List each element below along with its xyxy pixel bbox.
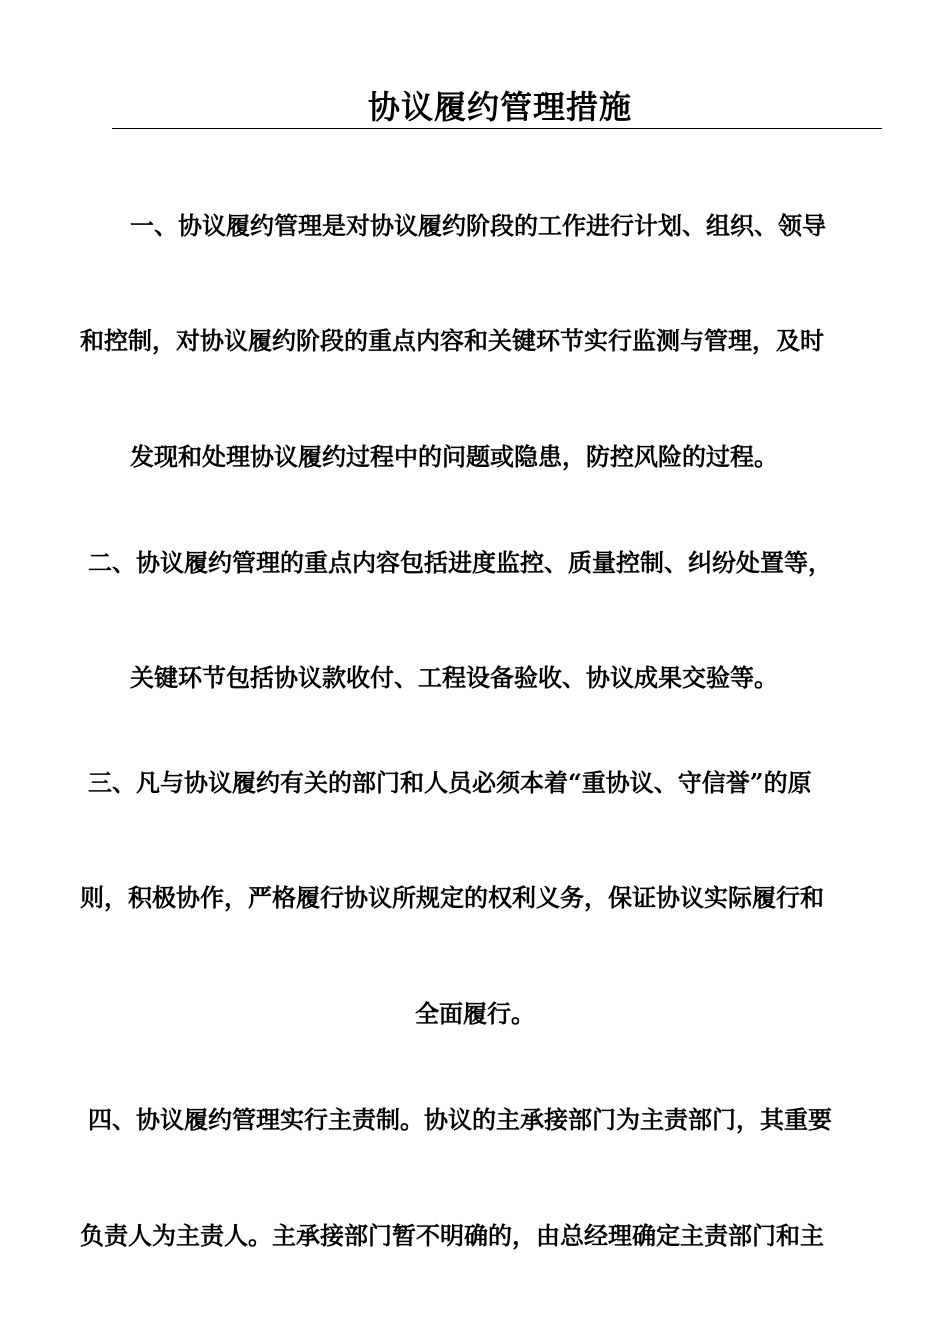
body-line-4: 二、协议履约管理的重点内容包括进度监控、质量控制、纠纷处置等， xyxy=(88,548,832,577)
title-underline xyxy=(112,128,882,129)
body-line-10: 负责人为主责人。主承接部门暂不明确的，由总经理确定主责部门和主 xyxy=(80,1221,824,1250)
body-line-7: 则，积极协作，严格履行协议所规定的权利义务，保证协议实际履行和 xyxy=(80,883,824,912)
body-line-3: 发现和处理协议履约过程中的问题或隐患，防控风险的过程。 xyxy=(130,442,778,471)
body-line-2: 和控制，对协议履约阶段的重点内容和关键环节实行监测与管理，及时 xyxy=(80,326,824,355)
document-title: 协议履约管理措施 xyxy=(367,88,632,126)
body-line-5: 关键环节包括协议款收付、工程设备验收、协议成果交验等。 xyxy=(130,663,778,692)
body-line-6: 三、凡与协议履约有关的部门和人员必须本着“重协议、守信誉”的原 xyxy=(88,768,812,797)
body-line-8: 全面履行。 xyxy=(415,999,535,1028)
body-line-9: 四、协议履约管理实行主责制。协议的主承接部门为主责部门，其重要 xyxy=(88,1105,832,1134)
body-line-1: 一、协议履约管理是对协议履约阶段的工作进行计划、组织、领导 xyxy=(130,211,826,240)
